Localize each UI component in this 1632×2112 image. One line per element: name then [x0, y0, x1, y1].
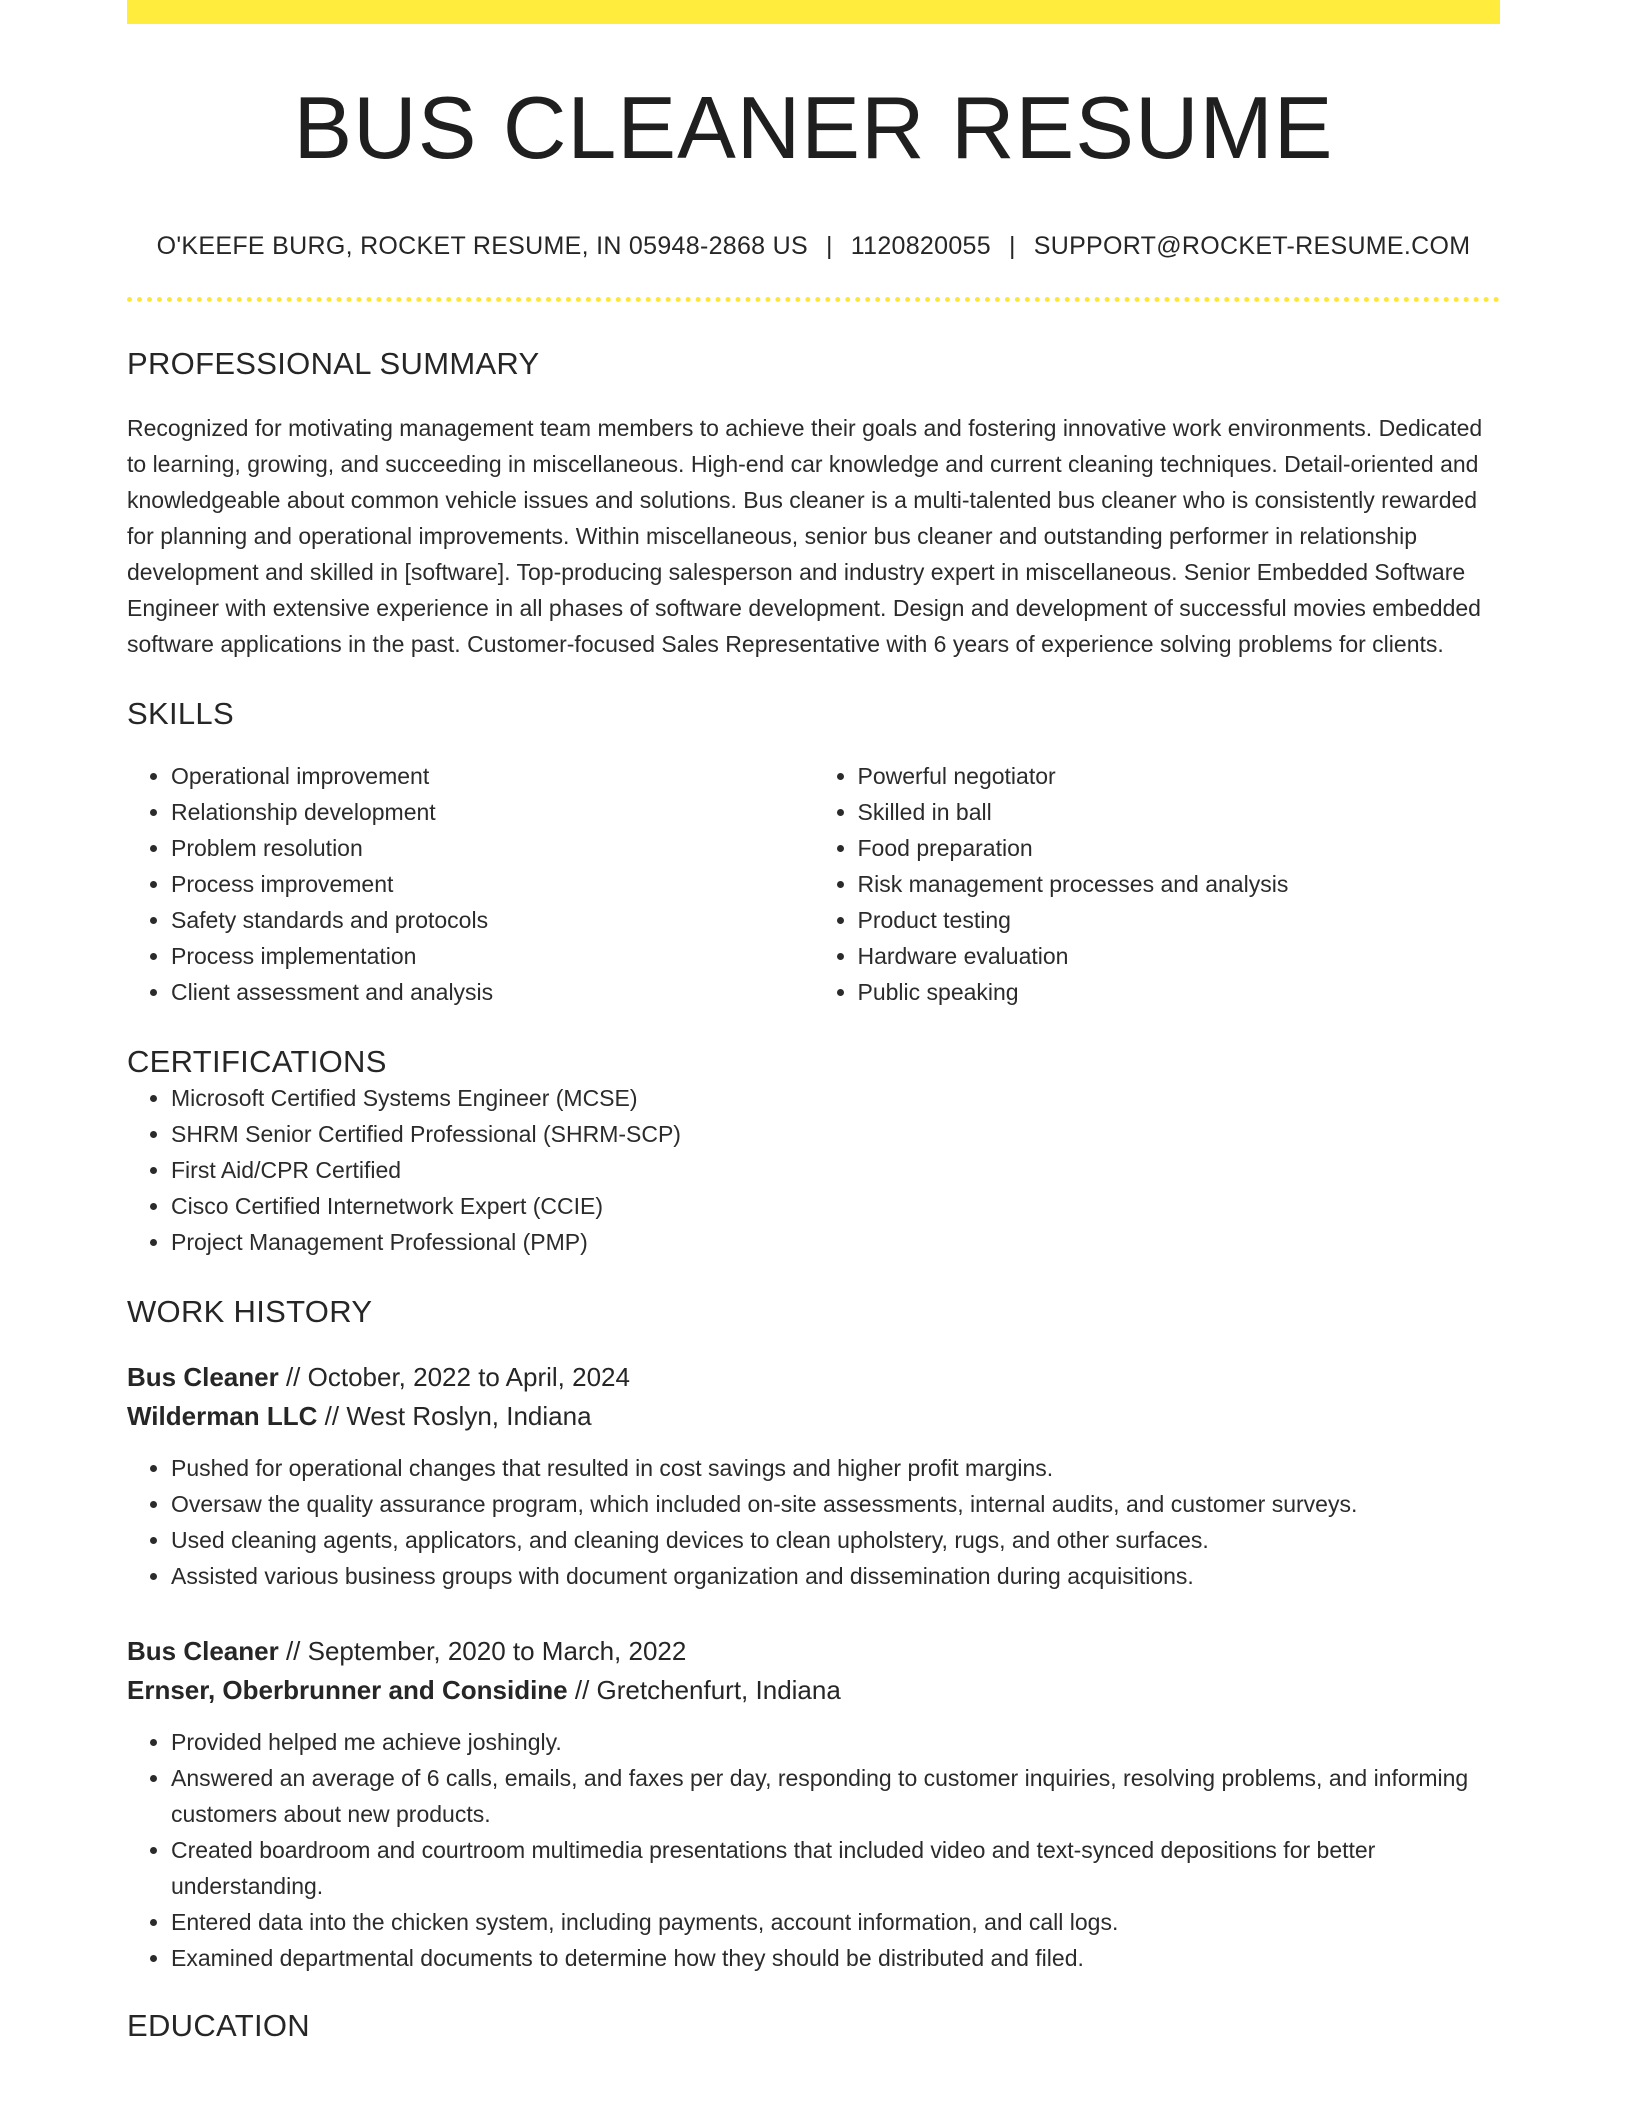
job-title-line [127, 1358, 1500, 1397]
skill-item: • Process implementation [171, 938, 814, 974]
job-company-line [127, 1671, 1500, 1710]
education-heading: EDUCATION [127, 2008, 310, 2044]
skill-item: • Client assessment and analysis [171, 974, 814, 1010]
skill-item: • Public speaking [858, 974, 1501, 1010]
contact-phone: 1120820055 [850, 232, 991, 261]
skill-item: • Product testing [858, 902, 1501, 938]
certification-item: • Project Management Professional (PMP) [171, 1224, 1500, 1260]
job-entry [127, 1632, 1500, 1976]
job-title: Bus Cleaner [127, 1636, 279, 1667]
certifications-list [127, 1080, 1500, 1260]
skill-item: • Powerful negotiator [858, 758, 1501, 794]
job-duties-list [127, 1724, 1500, 1976]
skills-list-left [127, 758, 814, 1010]
job-dates: // September, 2020 to March, 2022 [278, 1636, 687, 1667]
work-history-heading: WORK HISTORY [127, 1294, 373, 1330]
skill-item: • Skilled in ball [858, 794, 1501, 830]
contact-separator: | [825, 232, 833, 261]
job-title: Bus Cleaner [127, 1362, 279, 1393]
certification-item: • SHRM Senior Certified Professional (SHRM-SCP) [171, 1116, 1500, 1152]
contact-email: SUPPORT@ROCKET-RESUME.COM [1033, 232, 1471, 261]
skill-item: • Safety standards and protocols [171, 902, 814, 938]
job-title-line [127, 1632, 1500, 1671]
job-duty-item: • Examined departmental documents to determine how they should be distributed and filed. [171, 1940, 1500, 1976]
skill-item: • Food preparation [858, 830, 1501, 866]
job-company: Ernser, Oberbrunner and Considine [127, 1675, 568, 1706]
skills-columns [127, 758, 1500, 1010]
contact-line [127, 232, 1500, 261]
certification-item: • First Aid/CPR Certified [171, 1152, 1500, 1188]
skills-heading: SKILLS [127, 696, 234, 732]
job-duties-list [127, 1450, 1500, 1594]
page-title: BUS CLEANER RESUME [293, 78, 1334, 177]
summary-heading: PROFESSIONAL SUMMARY [127, 346, 540, 382]
certifications-heading: CERTIFICATIONS [127, 1044, 387, 1080]
certification-item: • Cisco Certified Internetwork Expert (CCIE) [171, 1188, 1500, 1224]
skills-list-right [814, 758, 1501, 1010]
job-duty-item: • Entered data into the chicken system, including payments, account information, and call logs. [171, 1904, 1500, 1940]
job-dates: // October, 2022 to April, 2024 [278, 1362, 630, 1393]
skill-item: • Problem resolution [171, 830, 814, 866]
skill-item: • Hardware evaluation [858, 938, 1501, 974]
job-company-line [127, 1397, 1500, 1436]
skill-item: • Process improvement [171, 866, 814, 902]
job-location: // West Roslyn, Indiana [317, 1401, 592, 1432]
job-duty-item: • Answered an average of 6 calls, emails, and faxes per day, responding to customer inquiries, resolving problems, and informing customers about new products. [171, 1760, 1500, 1832]
job-location: // Gretchenfurt, Indiana [567, 1675, 841, 1706]
job-duty-item: • Provided helped me achieve joshingly. [171, 1724, 1500, 1760]
job-duty-item: • Assisted various business groups with document organization and dissemination during acquisitions. [171, 1558, 1500, 1594]
certification-item: • Microsoft Certified Systems Engineer (MCSE) [171, 1080, 1500, 1116]
job-duty-item: • Used cleaning agents, applicators, and cleaning devices to clean upholstery, rugs, and other surfaces. [171, 1522, 1500, 1558]
job-duty-item: • Created boardroom and courtroom multimedia presentations that included video and text-synced depositions for better understanding. [171, 1832, 1500, 1904]
top-accent-bar [127, 0, 1500, 24]
summary-text: Recognized for motivating management team members to achieve their goals and fostering innovative work environments. Dedicated to learning, growing, and succeeding in miscellaneous. High-end car knowledge and current cleaning techniques. Detail-oriented and knowledgeable about common vehicle issues and solutions. Bus cleaner is a multi-talented bus cleaner who is consistently rewarded for planning and operational improvements. Within miscellaneous, senior bus cleaner and outstanding performer in relationship development and skilled in [software]. Top-producing salesperson and industry expert in miscellaneous. Senior Embedded Software Engineer with extensive experience in all phases of software development. Design and development of successful movies embedded software applications in the past. Customer-focused Sales Representative with 6 years of experience solving problems for clients. [127, 415, 1483, 658]
skill-item: • Risk management processes and analysis [858, 866, 1501, 902]
skill-item: • Operational improvement [171, 758, 814, 794]
contact-separator: | [1008, 232, 1016, 261]
skill-item: • Relationship development [171, 794, 814, 830]
job-entry [127, 1358, 1500, 1594]
resume-page [127, 0, 1500, 2044]
dotted-divider [127, 297, 1500, 302]
job-duty-item: • Oversaw the quality assurance program, which included on-site assessments, internal audits, and customer surveys. [171, 1486, 1500, 1522]
job-company: Wilderman LLC [127, 1401, 318, 1432]
job-duty-item: • Pushed for operational changes that resulted in cost savings and higher profit margins. [171, 1450, 1500, 1486]
contact-address: O'KEEFE BURG, ROCKET RESUME, IN 05948-2868 US [156, 232, 808, 261]
